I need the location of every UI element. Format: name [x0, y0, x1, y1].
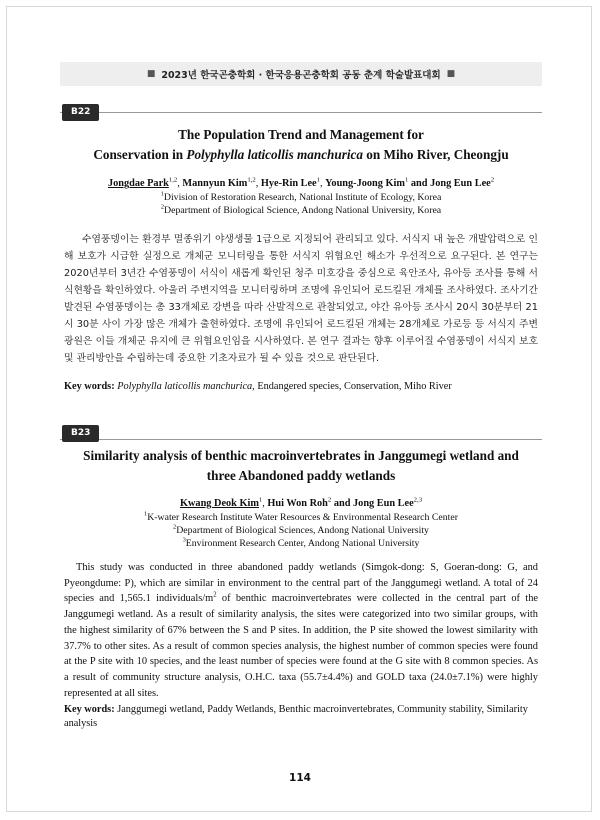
keywords-label: Key words: — [64, 704, 115, 715]
author-name: Hye-Rin Lee — [260, 178, 317, 189]
conference-title: 2023년 한국곤충학회 · 한국응용곤충학회 공동 춘계 학술발표대회 — [161, 70, 441, 81]
abstract-title — [60, 125, 542, 165]
keywords-label: Key words: — [64, 381, 115, 392]
title-line: Conservation in Polyphylla laticollis manchurica on Miho River, Cheongju — [93, 147, 509, 162]
author-name: Kwang Deok Kim — [179, 498, 259, 509]
title-line: Similarity analysis of benthic macroinvertebrates in Janggumegi wetland and — [83, 448, 519, 463]
section-divider — [60, 112, 542, 113]
affiliation: $^2$Department of Biological Sciences, Andong National University — [173, 523, 429, 536]
title-line: The Population Trend and Management for — [178, 127, 424, 142]
author-name: Hui Won Roh — [267, 498, 328, 509]
author-name: Jong Eun Lee — [430, 178, 491, 189]
abstract-body: This study was conducted in three abandoned paddy wetlands (Simgok-dong: S, Goeran-dong: G, and Pyeongdume: P), which are similar in environment to the central part of the Janggumegi wetland. A total of 24 species and 1,565.1 individuals/$m^2$ of benthic macroinvertebrates were collected in the central part of the Janggumegi wetland. As a result of similarity analysis, the sites were categorized into two similar groups, with the highest similarity of 67% between the S and P sites. In addition, the P site showed the lowest similarity with 37.7% to other sites. As a result of common species analysis, the highest number of common species were found at the P site with 10 species, and the least number of species were found at the G site with 8 common species. As a result of community structure analysis, O.H.C. taxa (55.7±4.4%) and GOLD taxa (24.0±7.1%) were highly represented at all sites. — [64, 562, 538, 699]
abstract-body: 수염풍뎅이는 환경부 멸종위기 야생생물 1급으로 지정되어 관리되고 있다. 서식지 내 높은 개발압력으로 인해 보호가 시급한 실정으로 개체군 모니터링을 통한 서식지 위협요인 해소가 우선적으로 요구된다. 본 연구는 2020년부터 3년간 수염풍뎅이 서식이 새롭게 확인된 청주 미호강을 중심으로 육안조사, 유아등 조사를 통해 서식현황을 확인하였다. 아울러 주변지역을 모니터링하며 조명에 유인되어 로드킬된 개체를 조사하였다. 조사기간 발견된 수염풍뎅이는 총 33개체로 강변을 따라 산발적으로 관찰되었고, 야간 유아등 조사시 20시 30분부터 21시 30분 사이 가장 많은 개체가 출현하였다. 조명에 유인되어 로드킬된 개체는 28개체로 가로등 등 서식지 주변 광원은 이들 개체군 유지에 큰 위협요인임을 시사하였다. 본 연구 결과는 향후 이루어질 수염풍뎅이 서식지 보호 및 관리방안을 수립하는데 중요한 기초자료가 될 수 있을 것으로 판단된다. — [64, 234, 538, 364]
affiliation: $^3$Environment Research Center, Andong National University — [182, 536, 420, 549]
square-bullet-icon: ■ — [146, 69, 156, 79]
section-divider — [60, 439, 542, 440]
square-bullet-icon: ■ — [446, 69, 456, 79]
abstract-id-badge: B22 — [62, 104, 99, 121]
author-name: Young-Joong Kim — [325, 178, 405, 189]
author-name: Mannyun Kim — [182, 178, 248, 189]
author-name: Jong Eun Lee — [353, 498, 414, 509]
affiliations — [60, 511, 542, 550]
keywords: Key words: Polyphylla laticollis manchurica, Endangered species, Conservation, Miho River — [64, 381, 452, 392]
title-line: three Abandoned paddy wetlands — [206, 468, 396, 483]
keywords: Key words: Janggumegi wetland, Paddy Wetlands, Benthic macroinvertebrates, Community stability, Similarity analysis — [64, 704, 528, 729]
affiliation: $^1$K-water Research Institute Water Resources & Environmental Research Center — [144, 510, 458, 523]
author-name: Jongdae Park — [107, 178, 169, 189]
author-list: Jongdae Park$^{1,2}$, Mannyun Kim$^{1,2}$, Hye-Rin Lee$^1$, Young-Joong Kim$^1$ and Jong Eun Lee$^2$ — [107, 176, 495, 189]
page-number: 114 — [289, 772, 311, 784]
abstract-title — [60, 446, 542, 486]
abstract-id-badge: B23 — [62, 425, 99, 442]
affiliation: $^2$Department of Biological Science, Andong National University, Korea — [160, 203, 442, 216]
affiliation: $^1$Division of Restoration Research, National Institute of Ecology, Korea — [160, 190, 442, 203]
affiliations — [60, 191, 542, 217]
conference-header — [60, 62, 542, 86]
author-list: Kwang Deok Kim$^1$, Hui Won Roh$^2$ and Jong Eun Lee$^{2,3}$ — [179, 496, 423, 509]
